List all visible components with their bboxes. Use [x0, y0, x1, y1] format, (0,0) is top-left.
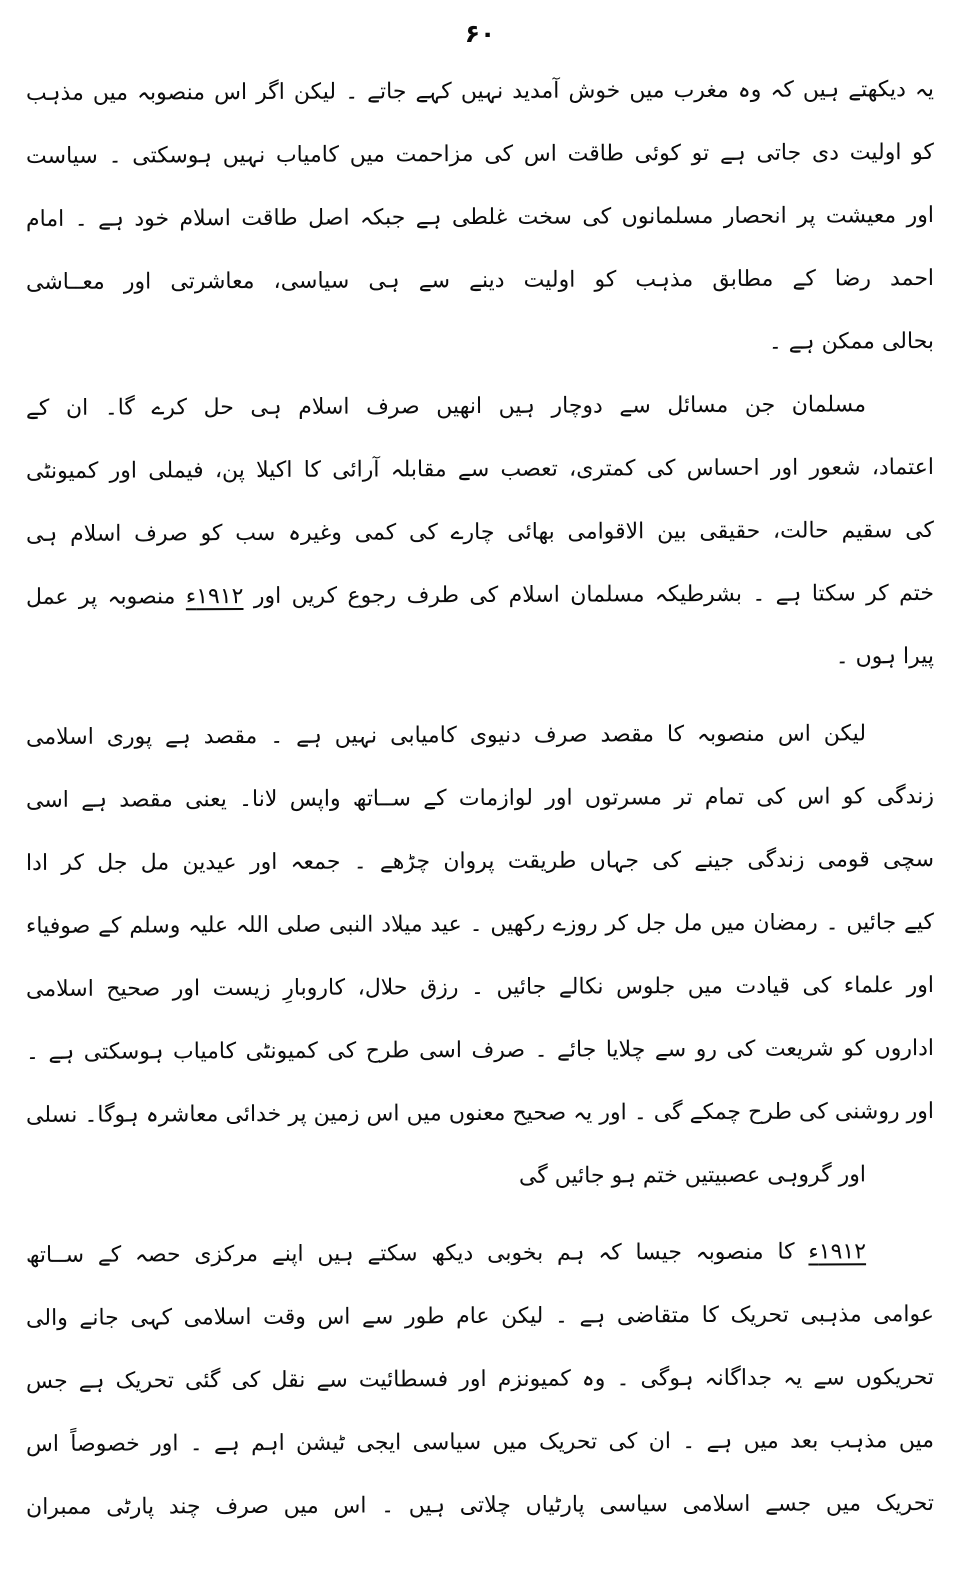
- text-line: کی سقیم حالت، حقیقی بین الاقوامی بھائی چارے کی کمی وغیرہ سب کو صرف اسلام ہی: [25, 518, 935, 547]
- text-line: اعتماد، شعور اور احساس کی کمتری، تعصب سے مقابلہ آرائی کا اکیلا پن، فیملی اور کمیونٹی: [25, 455, 935, 484]
- text-line: احمد رضا کے مطابق مذہب کو اولیت دینے سے ہی سیاسی، معاشرتی اور معــاشی: [25, 266, 935, 295]
- text-line: پیرا ہوں ۔: [835, 644, 935, 670]
- text-line: مسلمان جن مسائل سے دوچار ہیں انھیں صرف اسلام ہی حل کرے گا۔ ان کے: [25, 392, 867, 421]
- text-line: تحریک میں جسے اسلامی سیاسی پارٹیاں چلاتی ہیں ۔ اس میں صرف چند پارٹی ممبران: [25, 1491, 935, 1520]
- text-line: کیے جائیں ۔ رمضان میں مل جل کر روزے رکھیں ۔ عید میلاد النبی صلی اللہ علیہ وسلم کے صوفیاء: [25, 910, 935, 939]
- text-line: ۱۹۱۲ء کا منصوبہ جیسا کہ ہم بخوبی دیکھ سکتے ہیں اپنے مرکزی حصہ کے ســاتھ: [25, 1239, 867, 1268]
- text-line: اور علماء کی قیادت میں جلوس نکالے جائیں ۔ رزق حلال، کاروبارِ زیست اور صحیح اسلامی: [25, 973, 935, 1002]
- text-line: اور معیشت پر انحصار مسلمانوں کی سخت غلطی ہے جبکہ اصل طاقت اسلام خود ہے ۔ امام: [25, 203, 935, 232]
- text-block: [26, 58, 934, 1535]
- text-line: لیکن اس منصوبہ کا مقصد صرف دنیوی کامیابی نہیں ہے ۔ مقصد ہے پوری اسلامی: [25, 721, 867, 750]
- page-number: ۶۰: [464, 19, 496, 48]
- underlined-year: ۱۹۱۲ء: [185, 584, 244, 610]
- text-line: بحالی ممکن ہے ۔: [768, 329, 935, 355]
- text-line: زندگی کو اس کی تمام تر مسرتوں اور لوازمات کے ســاتھ واپس لانا۔ یعنی مقصد ہے اسی: [25, 784, 935, 813]
- text-line: یہ دیکھتے ہیں کہ وہ مغرب میں خوش آمدید نہیں کہے جاتے ۔ لیکن اگر اس منصوبہ میں مذہب: [25, 77, 935, 106]
- text-line: اداروں کو شریعت کی رو سے چلایا جائے ۔ صرف اسی طرح کی کمیونٹی کامیاب ہوسکتی ہے ۔: [25, 1036, 935, 1065]
- text-line: کو اولیت دی جاتی ہے تو کوئی طاقت اس کی مزاحمت میں کامیاب نہیں ہوسکتی ۔ سیاست: [25, 140, 935, 169]
- text-line: اور روشنی کی طرح چمکے گی ۔ اور یہ صحیح معنوں میں اس زمین پر خدائی معاشرہ ہوگا۔ نسلی: [25, 1099, 935, 1128]
- text-line: اور گروہی عصبیتیں ختم ہو جائیں گی: [518, 1162, 867, 1189]
- text-line: سچی قومی زندگی جینے کی جہاں طریقت پروان چڑھے ۔ جمعہ اور عیدین مل جل کر ادا: [25, 847, 935, 876]
- underlined-year: ۱۹۱۲ء: [808, 1239, 867, 1265]
- text-line: عوامی مذہبی تحریک کا متقاضی ہے ۔ لیکن عام طور سے اس وقت اسلامی کہی جانے والی: [25, 1302, 935, 1331]
- text-line: ختم کر سکتا ہے ۔ بشرطیکہ مسلمان اسلام کی طرف رجوع کریں اور ۱۹۱۲ء منصوبہ پر عمل: [25, 581, 935, 610]
- text-line: تحریکوں سے یہ جداگانہ ہوگی ۔ وہ کمیونزم اور فسطائیت سے نقل کی گئی تحریک ہے جس: [25, 1365, 935, 1394]
- text-line: میں مذہب بعد میں ہے ۔ ان کی تحریک میں سیاسی ایجی ٹیشن اہم ہے ۔ اور خصوصاً اس: [25, 1428, 935, 1457]
